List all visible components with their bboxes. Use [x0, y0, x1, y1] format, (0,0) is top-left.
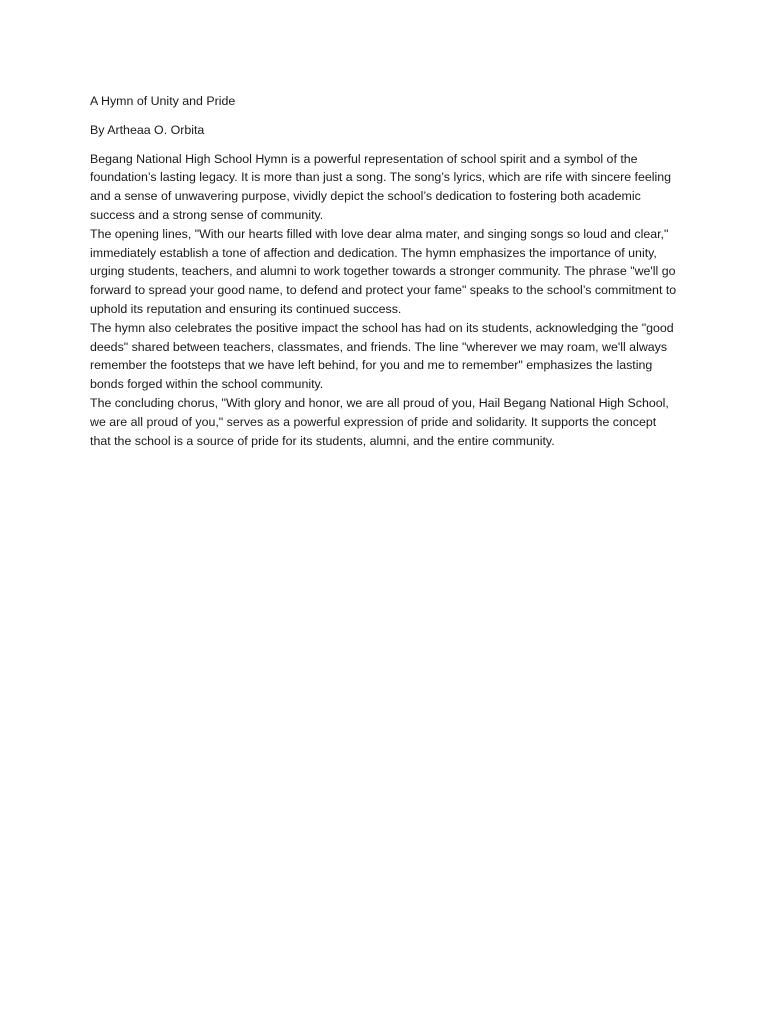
- body-paragraph-4: The concluding chorus, "With glory and honor, we are all proud of you, Hail Begang National High School, we are all proud of you," serves as a powerful expression of pride and solidarity. It supports the concept that the school is a source of pride for its students, alumni, and the entire community.: [90, 395, 669, 448]
- body-paragraph-3: The hymn also celebrates the positive impact the school has had on its students, acknowledging the "good deeds" shared between teachers, classmates, and friends. The line "wherever we may roam, we'll always remember the footsteps that we have left behind, for you and me to remember" emphasizes the lasting bonds forged within the school community.: [90, 320, 674, 392]
- document-title: A Hymn of Unity and Pride: [90, 94, 236, 108]
- body-paragraph-2: The opening lines, "With our hearts filled with love dear alma mater, and singing songs so loud and clear," immediately establish a tone of affection and dedication. The hymn emphasizes the importance of unity, urging students, teachers, and alumni to work together towards a stronger community. The phrase "we'll go forward to spread your good name, to defend and protect your fame" speaks to the school’s commitment to uphold its reputation and ensuring its continued success.: [90, 226, 677, 316]
- body-paragraph-1: Begang National High School Hymn is a powerful representation of school spirit and a symbol of the foundation’s lasting legacy. It is more than just a song. The song’s lyrics, which are rife with sincere feeling and a sense of unwavering purpose, vividly depict the school’s dedication to fostering both academic success and a strong sense of community.: [90, 151, 672, 222]
- document-author: By Artheaa O. Orbita: [90, 122, 205, 137]
